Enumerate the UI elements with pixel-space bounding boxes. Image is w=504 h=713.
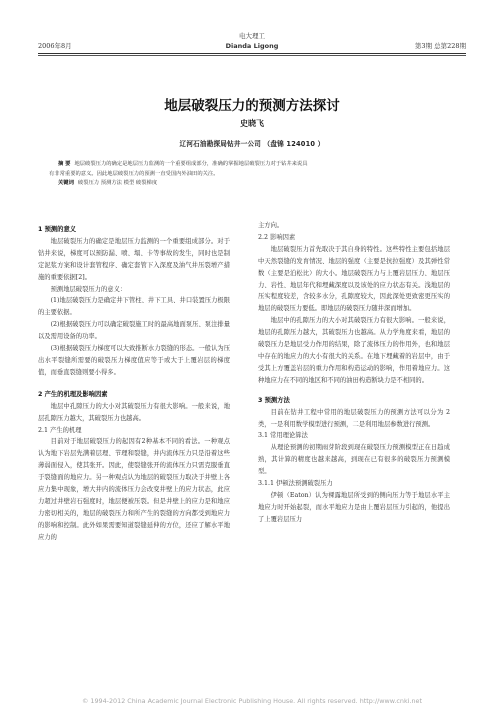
paragraph: 主方向。: [258, 222, 284, 229]
author-affiliation: 辽河石油勘探局钻井一公司 （盘锦 124010 ）: [179, 140, 325, 148]
article-author: 史晓飞: [240, 119, 264, 128]
article-title: 地层破裂压力的预测方法探讨: [164, 98, 340, 114]
journal-name-cn: 电大理工: [239, 32, 265, 40]
abstract-text-1: 地层破裂压力的确定是地层压力监测的一个重要组成部分，准确的掌握地层破裂压力对于钻井来说具: [74, 161, 308, 167]
paragraph: 目前在钻井工程中常用的地层破裂压力的预测方法可以分为 2 类，一是利用数学模型进行预测，二是利用地层参数进行预测。: [258, 408, 450, 428]
keywords-line: [58, 179, 448, 189]
abstract-line: [49, 170, 448, 180]
paragraph: (2)根据破裂压力可以确定破裂施工时的最高地面泵压、泵注排量以及需用设备的功率。: [38, 321, 230, 341]
paragraph: 从理论预测的初期雨芽阶段到现在破裂压力预测模型正在日趋成熟，其计算的精度也越来越高，到现在已有很多的破裂压力预测模型。: [258, 444, 450, 476]
paragraph: 预测地层破裂压力的意义：: [50, 285, 127, 293]
subsection-heading: 2.2 影响因素: [258, 233, 296, 241]
issue-date: 2006年8月: [38, 42, 72, 50]
abstract-label: 摘 要: [58, 161, 71, 167]
subsection-heading: 3.1 常用理论算法: [258, 432, 308, 440]
abstract: [49, 160, 448, 189]
subsection-heading: 3.1.1 伊顿法预测破裂压力: [258, 480, 333, 488]
subsection-heading: 2.1 产生的机理: [38, 426, 82, 434]
abstract-text-2: 有非常重要的意义。因此地层破裂压力的预测一直受国内外油田的关注。: [49, 170, 219, 177]
paragraph: 目前对于地层破裂压力的起因有2种基本不同的看法。一种观点认为地下岩层先满着层理、节理和裂缝，井内流体压力只是沿着这些薄弱面侵入，使其张开。因此，使裂缝张开的流体压力只需克服垂直于裂缝面的地应力。另一种观点认为地层的破裂压力取决于井壁上各应力集中现象，增大井内的流体压力会改变井壁上的应力状态，此应力超过井壁岩石强度时，地层便被压裂。但是井壁上的应力是和地应力密切相关的，地层的破裂压力和所产生的裂缝的方向都受到地应力的影响和控制。此外如果需要知道裂缝延伸的方位，还应了解水平地应力的: [38, 438, 230, 541]
section-heading: 3 预测方法: [258, 396, 290, 404]
paragraph: (1)地层破裂压力是确定井下管柱、井下工具、井口装置压力极限的主要依据。: [38, 297, 230, 317]
left-column: [38, 220, 230, 544]
paragraph: 伊顿（Eaton）认为裸露地层所受到的侧向压力等于地层水平主地应力时开始起裂，而水平地应力是由上覆岩层压力引起的，他提出了上覆岩层压力: [258, 491, 450, 523]
paragraph: 地层中的孔隙压力的大小对其破裂压力有很大影响。一般来说，地层的孔隙压力越大，其破裂压力也越高。从力学角度来看，地层的破裂压力是地层受力作用的结果，除了流体压力的作用外，也和地层中存在的地应力的大小有很大的关系。在地下埋藏着的岩层中，由于受其上方覆盖岩层的重力作用和构造运动的影响，作用着地应力。这种地应力在不同的地区和不同的油田构造断块力是不相同的。: [258, 317, 450, 384]
paragraph: 地层破裂压力的确定是地层压力监测的一个重要组成部分。对于钻井来说，梯度可以预防漏、喷、塌、卡等事故的发生，同时也是制定泥浆方案和设计套管程序、确定套管下入深度及油气井压裂增产措施的重要依据[2]。: [38, 237, 230, 281]
keywords-label: 关键词: [58, 180, 74, 186]
paragraph: 地层中孔隙压力的大小对其破裂压力有很大影响。一般来说，地层孔隙压力越大，其破裂压力也越高。: [38, 402, 230, 422]
paragraph: (3)根据破裂压力梯度可以大致推断水力裂缝的形态。一般认为压出水平裂缝所需要的破裂压力梯度值应等于或大于上覆岩层的梯度值，而垂直裂缝则要小得多。: [38, 345, 230, 376]
issue-number: 第3期 总第228期: [414, 42, 466, 50]
keywords-text: 破裂压力 预测方法 模型 破裂梯度: [77, 180, 158, 186]
section-heading: 1 预测的意义: [38, 226, 77, 233]
abstract-line: [58, 160, 448, 170]
copyright-footer: © 1994-2012 China Academic Journal Electronic Publishing House. All rights reserved. http://www.cnki.net: [82, 697, 422, 705]
header-rule: [38, 53, 466, 54]
header-rule-thin: [38, 55, 466, 56]
journal-name-en: Dianda Ligong: [225, 42, 279, 50]
section-heading: 2 产生的机理及影响因素: [38, 390, 108, 398]
paragraph: 地层破裂压力首先取决于其自身的特性。这些特性主要包括地层中天然裂缝的发育情况、地层的强度（主要是抗拉强度）及其弹性常数（主要是泊松比）的大小。地层破裂压力与上覆岩层压力、地层压力、岩性、地层年代和埋藏深度以及该处的应力状态有关。浅地层的压实程度较差，含较多水分，孔隙度较大，因此深处更致密更压实的地层的破裂压力要低。即地层的破裂压力随井深而增加。: [258, 245, 450, 313]
right-column: [258, 220, 450, 526]
